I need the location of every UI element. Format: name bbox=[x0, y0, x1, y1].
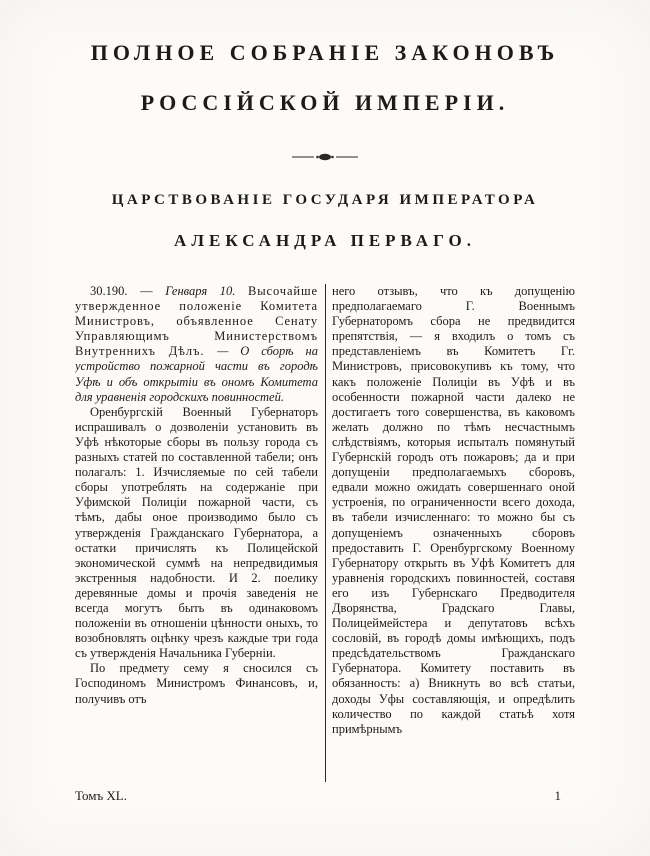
law-date: Генваря 10. bbox=[165, 284, 248, 298]
page-number: 1 bbox=[554, 788, 561, 803]
book-title bbox=[75, 40, 575, 116]
section-heading-line1: ЦАРСТВОВАНІЕ ГОСУДАРЯ ИМПЕРАТОРА bbox=[111, 192, 539, 208]
section-heading-line2: АЛЕКСАНДРА ПЕРВАГО. bbox=[174, 231, 476, 250]
right-column-paragraph-1: него отзывъ, что къ допущенію предполагаемаго Г. Военнымъ Губернаторомъ сбора не предвидится препятствія, — я входилъ о томъ съ представленіемъ въ Комитетъ Гг. Министровъ, присовокупивъ къ тому, что какъ положеніе Полиціи въ Уфѣ и въ особенности пожарной части далеко не достигаетъ того совершенства, въ каковомъ желать должно по тѣмъ несчастнымъ слѣдствіямъ, которыя испыталъ помянутый Губернскій городъ отъ пожаровъ; да и при допущеніи предполагаемыхъ сборовъ, едвали можно ожидать совершеннаго оной устроенія, по ограниченности всего дохода, въ табели изчисленнаго: то можно бы съ допущеніемъ означенныхъ сборовъ предоставить Г. Оренбургскому Военному Губернатору открыть въ Уфѣ Комитетъ для уравненія городскихъ повинностей, составя его изъ Губернскаго Предводителя Дворянства, Градскаго Главы, Полицеймейстера и депутатовъ всѣхъ сословій, въ городѣ домы имѣющихъ, подъ предсѣдательствомъ Гражданскаго Губернатора. Комитету поставить въ обязанность: а) Вникнуть во всѣ статьи, доходы Уфы составляющія, и опредѣлить количество по каждой статьѣ хотя примѣрнымъ bbox=[332, 284, 575, 736]
two-column-body bbox=[75, 284, 575, 782]
section-heading bbox=[75, 190, 575, 252]
left-column-paragraph-3: По предмету сему я сносился съ Господиномъ Министромъ Финансовъ, и, получивъ отъ bbox=[75, 661, 318, 706]
page-footer bbox=[75, 788, 575, 804]
volume-label: Томъ XL. bbox=[75, 788, 127, 803]
book-title-line2: РОССІЙСКОЙ ИМПЕРІИ. bbox=[140, 90, 510, 115]
left-column bbox=[75, 284, 318, 782]
book-title-line1: ПОЛНОЕ СОБРАНІЕ ЗАКОНОВЪ bbox=[90, 40, 560, 65]
fleuron-divider-icon bbox=[75, 148, 575, 160]
law-entry-lead-paragraph bbox=[75, 284, 318, 405]
law-number: 30.190. — bbox=[90, 284, 166, 298]
law-title: — О сборѣ на устройство пожарной части въ городѣ Уфѣ и объ открытіи въ ономъ Комитета для уравненія городскихъ повинностей. bbox=[75, 344, 319, 404]
column-divider-rule bbox=[325, 284, 326, 782]
law-heading: Высочайше утвержденное положеніе Комитета Министровъ, объявленное Сенату Управляющимъ Министерствомъ Внутреннихъ Дѣлъ. bbox=[75, 284, 318, 359]
right-column bbox=[332, 284, 575, 782]
left-column-paragraph-2: Оренбургскій Военный Губернаторъ испрашивалъ о дозволеніи установить въ Уфѣ нѣкоторые сборы въ пользу города съ разныхъ статей по составленной табели; онъ полагалъ: 1. Изчисляемые по сей табели сборы употреблять на содержаніе при Уфимской Полиціи пожарной части, съ тѣмъ, дабы оное производимо было съ утвержденія Гражданскаго Губернатора, а остатки причислять къ Полицейской экономической суммѣ на непредвидимыя экстренныя надобности. И 2. поелику деревянные домы и прочія заведенія не всегда могутъ быть въ одинаковомъ положеніи въ отношеніи цѣнности оныхъ, то возобновлять оцѣнку чрезъ каждые три года съ утвержденія Начальника Губерніи. bbox=[75, 404, 318, 661]
